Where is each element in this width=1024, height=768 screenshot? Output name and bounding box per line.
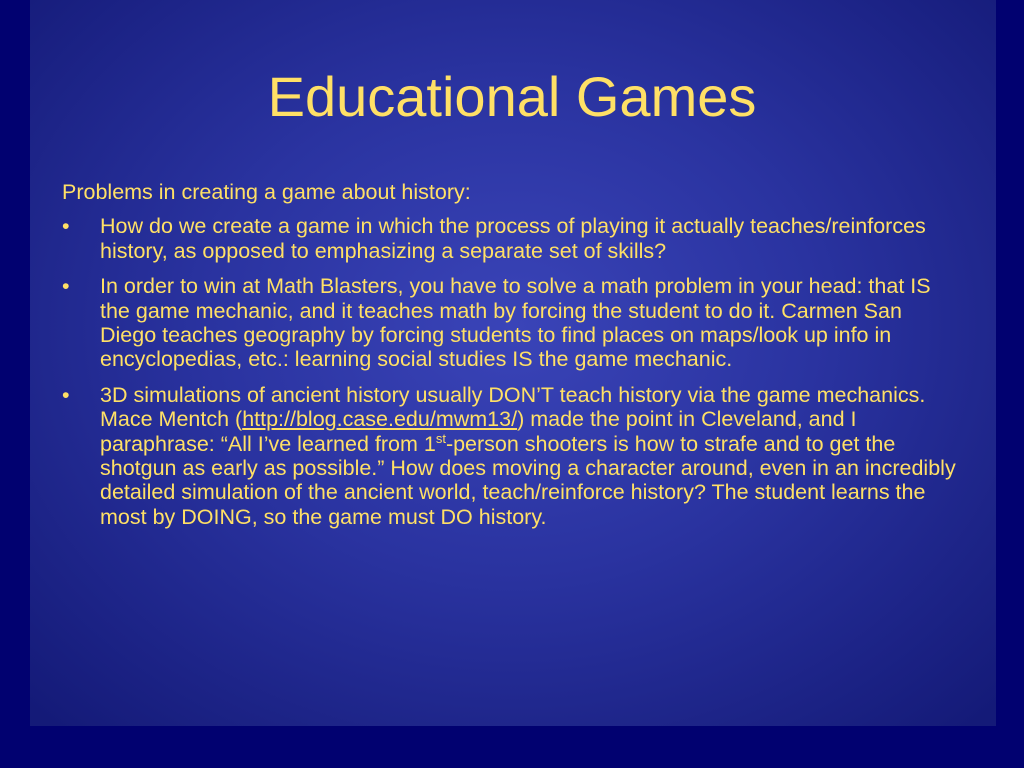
slide-body [62,180,962,540]
bullet-item-2 [62,274,962,372]
intro-text: Problems in creating a game about history: [62,180,471,204]
bullet-icon: • [62,382,70,407]
bullet-icon: • [62,214,70,239]
blog-link[interactable]: http://blog.case.edu/mwm13/ [242,407,518,432]
bullet-text-part-2: ) made the point in Cleveland, and I paraphrase: “All I’ve learned from 1 [100,407,857,456]
bullet-item-1 [62,214,962,263]
bullet-text-part-1: 3D simulations of ancient history usually DON’T teach history via the game mechanics. Mace Mentch ( [100,382,926,432]
bullet-item-3 [62,383,962,529]
bullet-icon: • [62,274,70,299]
bullet-text-part-3: -person shooters is how to strafe and to get the shotgun as early as possible.” How does moving a character around, even in an incredibly detailed simulation of the ancient world, teach/reinforce history? The student learns the most by DOING, so the game must DO history. [100,431,956,529]
bullet-text: How do we create a game in which the process of playing it actually teaches/reinforces history, as opposed to emphasizing a separate set of skills? [100,214,926,263]
slide-title: Educational Games [267,65,757,128]
bullet-text: In order to win at Math Blasters, you have to solve a math problem in your head: that IS the game mechanic, and it teaches math by forcing the student to do it. Carmen San Diego teaches geography by forcing students to find places on maps/look up info in encyclopedias, etc.: learning social studies IS the game mechanic. [100,274,931,372]
ordinal-superscript: st [435,430,446,446]
bullet-list [62,214,962,529]
